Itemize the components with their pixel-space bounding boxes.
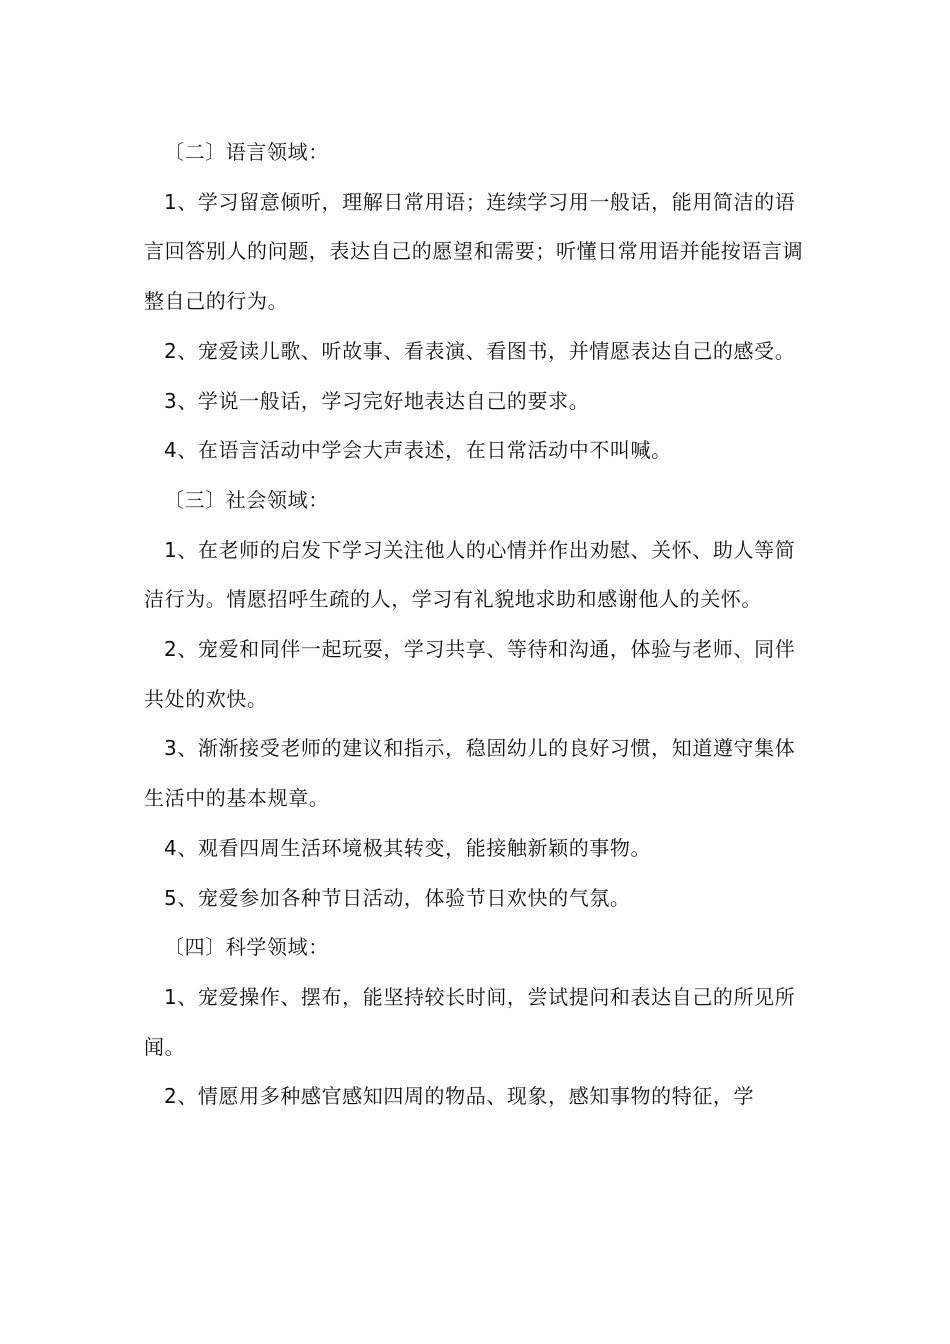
section-heading-science: 〔四〕科学领域： (164, 935, 329, 960)
paragraph: 2、情愿用多种感官感知四周的物品、现象，感知事物的特征，学 (164, 1084, 755, 1109)
paragraph: 1、宠爱操作、摆布，能坚持较长时间，尝试提问和表达自己的所见所闻。 (144, 984, 796, 1059)
paragraph: 5、宠爱参加各种节日活动，体验节日欢快的气氛。 (164, 885, 631, 910)
paragraph: 3、渐渐接受老师的建议和指示，稳固幼儿的良好习惯，知道遵守集体生活中的基本规章。 (144, 736, 796, 811)
section-heading-language: 〔二〕语言领域： (164, 140, 329, 164)
paragraph: 1、学习留意倾听，理解日常用语；连续学习用一般话，能用简洁的语言回答别人的问题，表达自己的愿望和需要；听懂日常用语并能按语言调整自己的行为。 (144, 189, 804, 314)
paragraph: 4、在语言活动中学会大声表述，在日常活动中不叫喊。 (164, 438, 672, 463)
paragraph: 3、学说一般话，学习完好地表达自己的要求。 (164, 388, 590, 413)
document-body (144, 128, 808, 1122)
paragraph: 4、观看四周生活环境极其转变，能接触新颖的事物。 (164, 835, 652, 860)
section-heading-social: 〔三〕社会领域： (164, 487, 329, 512)
paragraph: 1、在老师的启发下学习关注他人的心情并作出劝慰、关怀、助人等简洁行为。情愿招呼生疏的人，学习有礼貌地求助和感谢他人的关怀。 (144, 537, 796, 612)
paragraph: 2、宠爱读儿歌、听故事、看表演、看图书，并情愿表达自己的感受。 (164, 338, 796, 363)
paragraph: 2、宠爱和同伴一起玩耍，学习共享、等待和沟通，体验与老师、同伴共处的欢快。 (144, 637, 796, 711)
